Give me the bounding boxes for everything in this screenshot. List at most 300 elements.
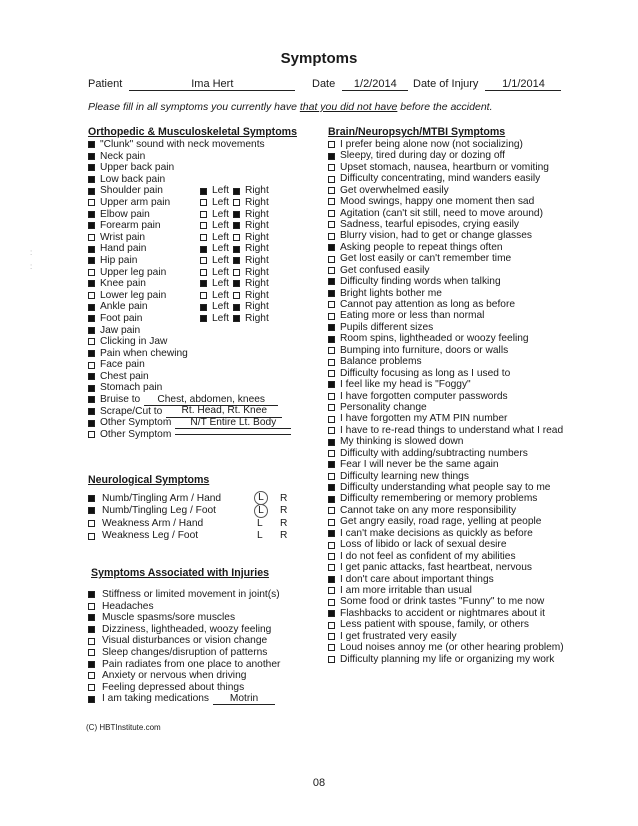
checkbox[interactable] [88, 292, 95, 299]
orthopedic-heading: Orthopedic & Musculoskeletal Symptoms [88, 126, 297, 138]
brain-item [328, 322, 618, 333]
checkbox[interactable] [88, 338, 95, 345]
associated-item [88, 601, 328, 613]
associated-item-label: Pain radiates from one place to another [102, 658, 281, 670]
brain-item-label: Fear I will never be the same again [340, 459, 499, 471]
ortho-item [88, 255, 318, 267]
checkbox[interactable] [88, 408, 95, 415]
checkbox[interactable] [328, 267, 335, 274]
brain-list [328, 139, 618, 665]
checkbox[interactable] [328, 542, 335, 549]
brain-item-label: I feel like my head is "Foggy" [340, 379, 471, 391]
associated-item-label: Visual disturbances or vision change [102, 635, 268, 647]
brain-item-label: I don't care about important things [340, 573, 494, 585]
associated-item [88, 659, 328, 671]
brain-item-label: Cannot take on any more responsibility [340, 504, 517, 516]
checkbox[interactable] [328, 256, 335, 263]
left-option[interactable]: L [257, 530, 263, 542]
checkbox[interactable] [328, 301, 335, 308]
brain-item-label: Get lost easily or can't remember time [340, 253, 512, 265]
ortho-item-label: Stomach pain [100, 382, 163, 394]
neuro-item-label: Weakness Arm / Hand [102, 517, 204, 529]
right-label: Right [245, 185, 269, 197]
checkbox[interactable] [328, 244, 335, 251]
checkbox[interactable] [328, 610, 335, 617]
fill-in-field[interactable]: Rt. Head, Rt. Knee [166, 405, 282, 418]
checkbox[interactable] [88, 304, 95, 311]
right-label: Right [245, 208, 269, 220]
checkbox[interactable] [88, 234, 95, 241]
left-label: Left [212, 301, 229, 313]
left-checkbox[interactable] [200, 315, 207, 322]
ortho-item [88, 394, 318, 406]
brain-item-label: Personality change [340, 401, 427, 413]
neurological-section [88, 474, 318, 542]
neuro-item [88, 530, 318, 543]
left-right-options [200, 220, 269, 232]
brain-item [328, 436, 618, 447]
date-label: Date [312, 78, 336, 90]
checkbox[interactable] [328, 381, 335, 388]
right-option[interactable]: R [280, 505, 288, 517]
right-checkbox[interactable] [233, 257, 240, 264]
checkbox[interactable] [328, 461, 335, 468]
left-right-options [200, 255, 269, 267]
brain-item-label: Sleepy, tired during day or dozing off [340, 150, 505, 162]
instructions-text-end: before the accident. [397, 101, 493, 113]
ortho-item [88, 336, 318, 348]
orthopedic-section [88, 126, 318, 440]
ortho-item [88, 359, 318, 371]
ortho-item-label: Upper back pain [100, 162, 175, 174]
fill-in-field[interactable]: Chest, abdomen, knees [144, 394, 278, 407]
left-checkbox[interactable] [200, 304, 207, 311]
brain-item [328, 448, 618, 459]
associated-item [88, 624, 328, 636]
associated-item-label: Feeling depressed about things [102, 681, 245, 693]
right-checkbox[interactable] [233, 211, 240, 218]
scan-mark: : [30, 248, 33, 257]
ortho-item-label: Pain when chewing [100, 347, 188, 359]
checkbox[interactable] [88, 211, 95, 218]
orthopedic-list [88, 139, 318, 440]
ortho-item [88, 174, 318, 186]
left-checkbox[interactable] [200, 234, 207, 241]
brain-item-label: My thinking is slowed down [340, 436, 464, 448]
ortho-item-label: Lower leg pain [100, 289, 167, 301]
brain-item [328, 231, 618, 242]
injury-date-value[interactable]: 1/1/2014 [485, 78, 561, 91]
ortho-item-label: Other Symptom [100, 417, 172, 429]
checkbox[interactable] [328, 164, 335, 171]
instructions-text: Please fill in all symptoms you currently have [88, 101, 300, 113]
ortho-item-label: Bruise to [100, 394, 141, 406]
brain-item-label: Difficulty remembering or memory problems [340, 493, 538, 505]
checkbox[interactable] [328, 622, 335, 629]
brain-item-label: Loss of libido or lack of sexual desire [340, 539, 507, 551]
left-option[interactable]: L [257, 517, 263, 529]
left-checkbox[interactable] [200, 211, 207, 218]
checkbox[interactable] [328, 393, 335, 400]
ortho-item [88, 290, 318, 302]
brain-section [328, 126, 618, 665]
checkbox[interactable] [328, 187, 335, 194]
brain-item [328, 494, 618, 505]
checkbox[interactable] [88, 533, 95, 540]
left-checkbox[interactable] [200, 280, 207, 287]
neurological-list [88, 492, 318, 542]
brain-item [328, 345, 618, 356]
brain-item-label: I do not feel as confident of my abilities [340, 550, 516, 562]
ortho-item [88, 139, 318, 151]
ortho-item-label: Jaw pain [100, 324, 141, 336]
checkbox[interactable] [328, 473, 335, 480]
ortho-item-label: Hip pain [100, 254, 138, 266]
checkbox[interactable] [328, 198, 335, 205]
brain-heading: Brain/Neuropsych/MTBI Symptoms [328, 126, 506, 138]
brain-item [328, 391, 618, 402]
checkbox[interactable] [328, 633, 335, 640]
left-checkbox[interactable] [200, 199, 207, 206]
left-right-options [200, 290, 269, 302]
left-label: Left [212, 278, 229, 290]
checkbox[interactable] [328, 644, 335, 651]
associated-item-label: I am taking medications [102, 693, 210, 705]
associated-item-label: Sleep changes/disruption of patterns [102, 646, 268, 658]
checkbox[interactable] [328, 553, 335, 560]
brain-item [328, 585, 618, 596]
ortho-item-label: Face pain [100, 359, 145, 371]
right-checkbox[interactable] [233, 280, 240, 287]
brain-item-label: I have to re-read things to understand what I read [340, 424, 564, 436]
left-label: Left [212, 243, 229, 255]
brain-item-label: Eating more or less than normal [340, 310, 485, 322]
associated-item-label: Muscle spasms/sore muscles [102, 612, 236, 624]
checkbox[interactable] [328, 370, 335, 377]
left-circled[interactable]: L [254, 491, 268, 505]
ortho-item-label: Forearm pain [100, 220, 161, 232]
brain-item [328, 379, 618, 390]
checkbox[interactable] [88, 280, 95, 287]
brain-item-label: Difficulty learning new things [340, 470, 469, 482]
brain-item [328, 299, 618, 310]
brain-item-label: Mood swings, happy one moment then sad [340, 196, 535, 208]
associated-item [88, 693, 328, 705]
instructions-emphasis: that you did not have [299, 101, 398, 113]
ortho-item [88, 232, 318, 244]
checkbox[interactable] [328, 359, 335, 366]
checkbox[interactable] [88, 362, 95, 369]
associated-item [88, 612, 328, 624]
left-right-options [200, 267, 269, 279]
brain-item-label: Upset stomach, nausea, heartburn or vomiting [340, 161, 549, 173]
brain-item [328, 208, 618, 219]
ortho-item [88, 243, 318, 255]
brain-item-label: Get overwhelmed easily [340, 184, 449, 196]
associated-heading: Symptoms Associated with Injuries [91, 567, 269, 579]
left-checkbox[interactable] [200, 246, 207, 253]
right-label: Right [245, 243, 269, 255]
ortho-item-label: Hand pain [100, 243, 147, 255]
ortho-item-label: Neck pain [100, 150, 146, 162]
brain-item-label: I have forgotten my ATM PIN number [340, 413, 508, 425]
checkbox[interactable] [88, 431, 95, 438]
fill-in-field[interactable]: N/T Entire Lt. Body [175, 417, 291, 430]
checkbox[interactable] [88, 257, 95, 264]
checkbox[interactable] [88, 396, 95, 403]
checkbox[interactable] [88, 672, 95, 679]
neuro-item-label: Numb/Tingling Leg / Foot [102, 505, 217, 517]
right-label: Right [245, 266, 269, 278]
date-value[interactable]: 1/2/2014 [342, 78, 408, 91]
right-checkbox[interactable] [233, 246, 240, 253]
checkbox[interactable] [328, 153, 335, 160]
brain-item [328, 471, 618, 482]
checkbox[interactable] [328, 176, 335, 183]
checkbox[interactable] [88, 591, 95, 598]
ortho-item-label: Scrape/Cut to [100, 405, 163, 417]
right-checkbox[interactable] [233, 222, 240, 229]
checkbox[interactable] [88, 626, 95, 633]
left-right-options [200, 278, 269, 290]
right-label: Right [245, 231, 269, 243]
right-option[interactable]: R [280, 492, 288, 504]
checkbox[interactable] [328, 530, 335, 537]
checkbox[interactable] [88, 495, 95, 502]
brain-item [328, 528, 618, 539]
checkbox[interactable] [328, 599, 335, 606]
brain-item-label: Difficulty concentrating, mind wanders easily [340, 173, 541, 185]
left-circled[interactable]: L [254, 504, 268, 518]
checkbox[interactable] [88, 246, 95, 253]
ortho-item [88, 162, 318, 174]
checkbox[interactable] [88, 603, 95, 610]
right-label: Right [245, 312, 269, 324]
ortho-item-label: Knee pain [100, 278, 146, 290]
checkbox[interactable] [328, 221, 335, 228]
brain-item [328, 642, 618, 653]
checkbox[interactable] [88, 141, 95, 148]
associated-item [88, 647, 328, 659]
ortho-item-label: Chest pain [100, 370, 149, 382]
brain-item [328, 619, 618, 630]
checkbox[interactable] [88, 507, 95, 514]
brain-item [328, 242, 618, 253]
right-checkbox[interactable] [233, 269, 240, 276]
left-right-options [200, 209, 269, 221]
left-right-options [200, 313, 269, 325]
left-label: Left [212, 220, 229, 232]
associated-item [88, 682, 328, 694]
checkbox[interactable] [328, 336, 335, 343]
ortho-item-label: Elbow pain [100, 208, 150, 220]
left-label: Left [212, 208, 229, 220]
brain-item-label: Cannot pay attention as long as before [340, 299, 516, 311]
checkbox[interactable] [88, 420, 95, 427]
brain-item [328, 333, 618, 344]
checkbox[interactable] [328, 496, 335, 503]
right-option[interactable]: R [280, 530, 288, 542]
checkbox[interactable] [88, 153, 95, 160]
checkbox[interactable] [88, 684, 95, 691]
checkbox[interactable] [88, 638, 95, 645]
brain-item-label: Room spins, lightheaded or woozy feeling [340, 333, 529, 345]
neuro-item [88, 505, 318, 518]
checkbox[interactable] [328, 484, 335, 491]
right-label: Right [245, 278, 269, 290]
brain-item [328, 459, 618, 470]
brain-item [328, 539, 618, 550]
left-checkbox[interactable] [200, 222, 207, 229]
left-label: Left [212, 196, 229, 208]
checkbox[interactable] [328, 404, 335, 411]
checkbox[interactable] [88, 164, 95, 171]
ortho-item [88, 417, 318, 429]
right-checkbox[interactable] [233, 315, 240, 322]
neuro-item-label: Numb/Tingling Arm / Hand [102, 492, 222, 504]
checkbox[interactable] [328, 233, 335, 240]
left-right-options [200, 301, 269, 313]
checkbox[interactable] [88, 315, 95, 322]
checkbox[interactable] [328, 564, 335, 571]
left-checkbox[interactable] [200, 257, 207, 264]
left-right-options [200, 243, 269, 255]
brain-item [328, 562, 618, 573]
brain-item-label: Balance problems [340, 356, 422, 368]
brain-item-label: Asking people to repeat things often [340, 241, 503, 253]
right-checkbox[interactable] [233, 199, 240, 206]
brain-item [328, 631, 618, 642]
ortho-item-label: "Clunk" sound with neck movements [100, 139, 265, 150]
brain-item [328, 311, 618, 322]
checkbox[interactable] [328, 324, 335, 331]
brain-item-label: I am more irritable than usual [340, 584, 472, 596]
right-label: Right [245, 220, 269, 232]
ortho-item [88, 406, 318, 418]
brain-item [328, 356, 618, 367]
left-label: Left [212, 254, 229, 266]
ortho-item-label: Upper arm pain [100, 196, 171, 208]
associated-item-label: Headaches [102, 600, 154, 612]
page-number: 08 [312, 777, 326, 789]
checkbox[interactable] [328, 656, 335, 663]
right-checkbox[interactable] [233, 234, 240, 241]
checkbox[interactable] [88, 614, 95, 621]
brain-item [328, 162, 618, 173]
brain-item-label: Sadness, tearful episodes, crying easily [340, 218, 519, 230]
ortho-item-label: Ankle pain [100, 301, 148, 313]
brain-item [328, 551, 618, 562]
checkbox[interactable] [328, 313, 335, 320]
ortho-item-label: Foot pain [100, 312, 143, 324]
injury-date-label: Date of Injury [413, 78, 479, 90]
patient-value[interactable]: Ima Hert [129, 78, 295, 91]
brain-item [328, 173, 618, 184]
left-right-options [200, 197, 269, 209]
checkbox[interactable] [88, 176, 95, 183]
checkbox[interactable] [328, 278, 335, 285]
neuro-item-label: Weakness Leg / Foot [102, 530, 199, 542]
checkbox[interactable] [88, 520, 95, 527]
checkbox[interactable] [328, 210, 335, 217]
ortho-item [88, 371, 318, 383]
instructions [88, 101, 493, 113]
patient-field [88, 78, 295, 91]
brain-item-label: Difficulty with adding/subtracting numbers [340, 447, 528, 459]
brain-item-label: Bumping into furniture, doors or walls [340, 344, 509, 356]
brain-item-label: I can't make decisions as quickly as before [340, 527, 533, 539]
brain-item-label: Get confused easily [340, 264, 430, 276]
checkbox[interactable] [88, 199, 95, 206]
checkbox[interactable] [328, 507, 335, 514]
right-checkbox[interactable] [233, 292, 240, 299]
ortho-item [88, 382, 318, 394]
ortho-item [88, 429, 318, 441]
ortho-item [88, 267, 318, 279]
associated-item-label: Stiffness or limited movement in joint(s) [102, 589, 280, 600]
checkbox[interactable] [88, 373, 95, 380]
checkbox[interactable] [88, 222, 95, 229]
checkbox[interactable] [328, 439, 335, 446]
right-option[interactable]: R [280, 517, 288, 529]
brain-item [328, 654, 618, 665]
checkbox[interactable] [88, 385, 95, 392]
brain-item [328, 265, 618, 276]
ortho-item-label: Wrist pain [100, 231, 146, 243]
left-label: Left [212, 289, 229, 301]
checkbox[interactable] [328, 290, 335, 297]
checkbox[interactable] [88, 661, 95, 668]
neuro-item [88, 517, 318, 530]
brain-item [328, 414, 618, 425]
brain-item [328, 608, 618, 619]
left-checkbox[interactable] [200, 269, 207, 276]
checkbox[interactable] [88, 649, 95, 656]
brain-item [328, 368, 618, 379]
fill-in-field[interactable] [175, 434, 291, 435]
checkbox[interactable] [328, 347, 335, 354]
checkbox[interactable] [88, 327, 95, 334]
checkbox[interactable] [88, 350, 95, 357]
ortho-item [88, 185, 318, 197]
checkbox[interactable] [88, 269, 95, 276]
checkbox[interactable] [328, 576, 335, 583]
copyright: (C) HBTInstitute.com [86, 723, 161, 732]
brain-item [328, 276, 618, 287]
checkbox[interactable] [328, 141, 335, 148]
checkbox[interactable] [328, 519, 335, 526]
right-checkbox[interactable] [233, 304, 240, 311]
fill-in-field[interactable]: Motrin [213, 693, 275, 706]
right-checkbox[interactable] [233, 188, 240, 195]
left-right-options [200, 232, 269, 244]
checkbox[interactable] [328, 587, 335, 594]
right-label: Right [245, 289, 269, 301]
brain-item-label: Some food or drink tastes "Funny" to me now [340, 596, 545, 608]
left-checkbox[interactable] [200, 188, 207, 195]
checkbox[interactable] [328, 427, 335, 434]
left-label: Left [212, 185, 229, 197]
brain-item-label: Blurry vision, had to get or change glasses [340, 230, 532, 242]
brain-item [328, 185, 618, 196]
brain-item-label: I prefer being alone now (not socializing) [340, 138, 523, 150]
checkbox[interactable] [328, 450, 335, 457]
checkbox[interactable] [328, 416, 335, 423]
ortho-item [88, 278, 318, 290]
checkbox[interactable] [88, 188, 95, 195]
checkbox[interactable] [88, 696, 95, 703]
left-checkbox[interactable] [200, 292, 207, 299]
